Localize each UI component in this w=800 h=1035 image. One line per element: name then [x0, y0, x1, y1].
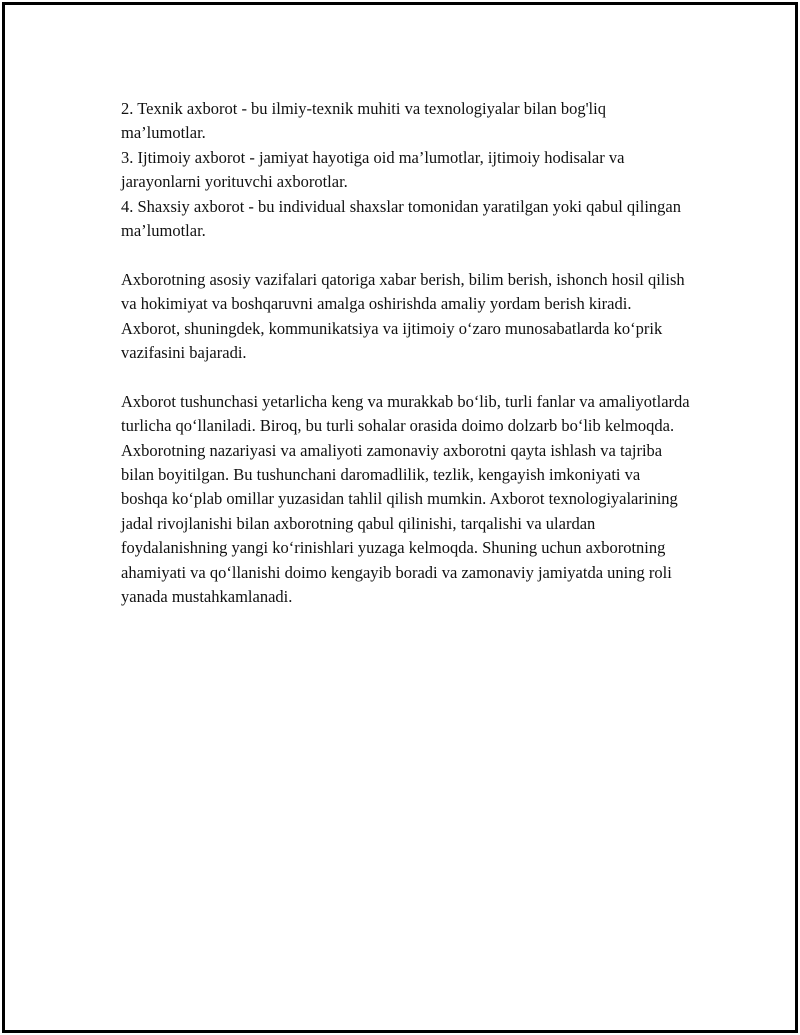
paragraph-information-functions: Axborotning asosiy vazifalari qatoriga xabar berish, bilim berish, ishonch hosil qilish va hokimiyat va boshqaruvni amalga oshirishda amaliy yordam berish kiradi. Axborot, shuningdek, kommunikatsiya va ijtimoiy o‘zaro munosabatlarda ko‘prik vazifasini bajaradi. [121, 269, 685, 363]
list-item-personal-information: 4. Shaxsiy axborot - bu individual shaxslar tomonidan yaratilgan yoki qabul qilingan ma’lumotlar. [121, 196, 681, 241]
list-item-social-information: 3. Ijtimoiy axborot - jamiyat hayotiga oid ma’lumotlar, ijtimoiy hodisalar va jarayonlarni yorituvchi axborotlar. [121, 147, 625, 192]
page-frame [2, 2, 798, 1033]
paragraph-information-concept: Axborot tushunchasi yetarlicha keng va murakkab bo‘lib, turli fanlar va amaliyotlarda turlicha qo‘llaniladi. Biroq, bu turli sohalar orasida doimo dolzarb bo‘lib kelmoqda. Axborotning nazariyasi va amaliyoti zamonaviy axborotni qayta ishlash va tajriba bilan boyitilgan. Bu tushunchani daromadlilik, tezlik, kengayish imkoniyati va boshqa ko‘plab omillar yuzasidan tahlil qilish mumkin. Axborot texnologiyalarining jadal rivojlanishi bilan axborotning qabul qilinishi, tarqalishi va ulardan foydalanishning yangi ko‘rinishlari yuzaga kelmoqda. Shuning uchun axborotning ahamiyati va qo‘llanishi doimo kengayib boradi va zamonaviy jamiyatda uning roli yanada mustahkamlanadi. [121, 391, 690, 607]
list-item-technical-information: 2. Texnik axborot - bu ilmiy-texnik muhiti va texnologiyalar bilan bog'liq ma’lumotlar. [121, 99, 606, 143]
document-body [121, 97, 691, 610]
